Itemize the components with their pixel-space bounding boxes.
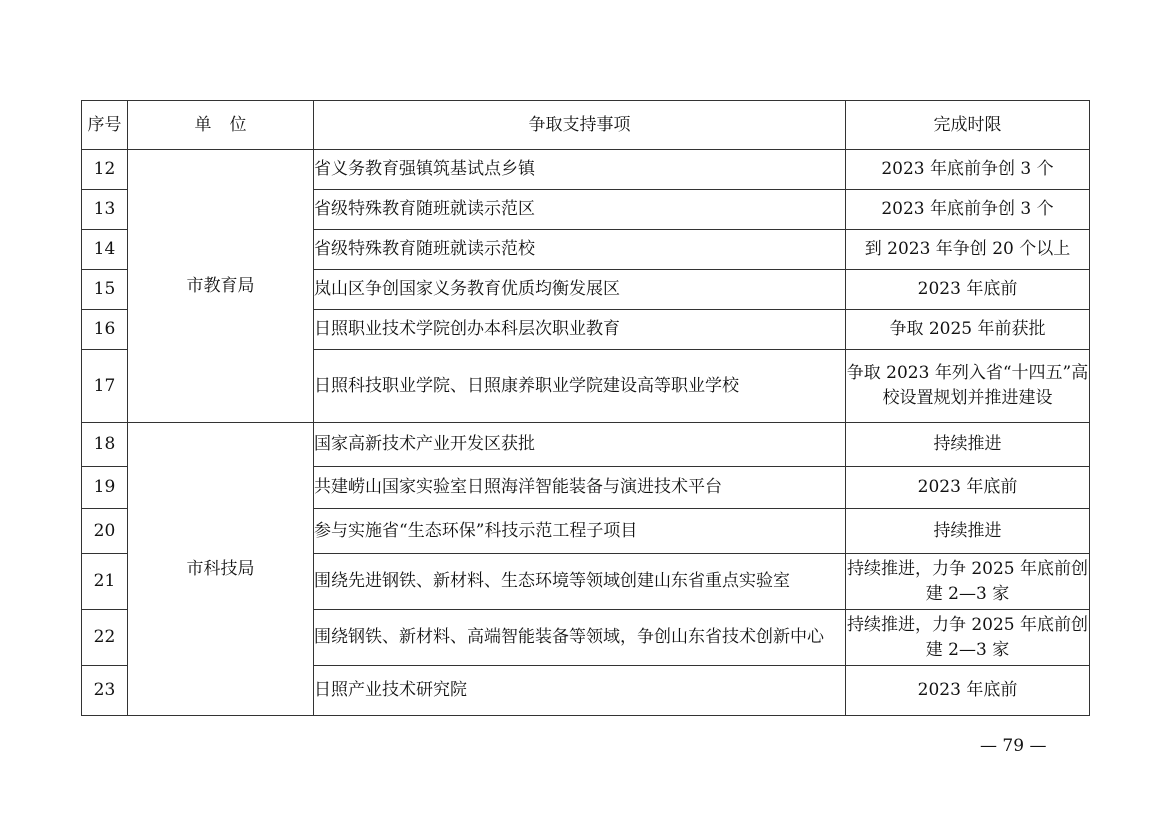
row-item: 省级特殊教育随班就读示范区 bbox=[314, 190, 846, 230]
row-deadline: 争取 2023 年列入省“十四五”高校设置规划并推进建设 bbox=[846, 350, 1090, 423]
header-row bbox=[82, 101, 1090, 150]
row-deadline: 2023 年底前 bbox=[846, 467, 1090, 509]
row-index: 13 bbox=[82, 190, 128, 230]
row-item: 共建崂山国家实验室日照海洋智能装备与演进技术平台 bbox=[314, 467, 846, 509]
row-deadline: 2023 年底前 bbox=[846, 270, 1090, 310]
row-deadline: 2023 年底前 bbox=[846, 666, 1090, 716]
row-index: 16 bbox=[82, 310, 128, 350]
header-unit: 单位 bbox=[128, 101, 314, 150]
header-item: 争取支持事项 bbox=[314, 101, 846, 150]
row-deadline: 持续推进，力争 2025 年底前创建 2—3 家 bbox=[846, 554, 1090, 610]
table-row bbox=[82, 150, 1090, 190]
row-index: 17 bbox=[82, 350, 128, 423]
unit-cell-science: 市科技局 bbox=[128, 423, 314, 716]
row-item: 岚山区争创国家义务教育优质均衡发展区 bbox=[314, 270, 846, 310]
row-index: 18 bbox=[82, 423, 128, 467]
row-index: 15 bbox=[82, 270, 128, 310]
row-item: 日照产业技术研究院 bbox=[314, 666, 846, 716]
row-deadline: 到 2023 年争创 20 个以上 bbox=[846, 230, 1090, 270]
row-item: 参与实施省“生态环保”科技示范工程子项目 bbox=[314, 509, 846, 554]
row-item: 围绕钢铁、新材料、高端智能装备等领域，争创山东省技术创新中心 bbox=[314, 610, 846, 666]
row-deadline: 2023 年底前争创 3 个 bbox=[846, 190, 1090, 230]
row-index: 22 bbox=[82, 610, 128, 666]
header-index: 序号 bbox=[82, 101, 128, 150]
table-row bbox=[82, 423, 1090, 467]
page-number: — 79 — bbox=[980, 736, 1047, 756]
row-deadline: 2023 年底前争创 3 个 bbox=[846, 150, 1090, 190]
row-deadline: 持续推进，力争 2025 年底前创建 2—3 家 bbox=[846, 610, 1090, 666]
row-item: 日照科技职业学院、日照康养职业学院建设高等职业学校 bbox=[314, 350, 846, 423]
row-item: 省级特殊教育随班就读示范校 bbox=[314, 230, 846, 270]
row-item: 省义务教育强镇筑基试点乡镇 bbox=[314, 150, 846, 190]
row-index: 20 bbox=[82, 509, 128, 554]
row-index: 12 bbox=[82, 150, 128, 190]
row-item: 日照职业技术学院创办本科层次职业教育 bbox=[314, 310, 846, 350]
row-index: 19 bbox=[82, 467, 128, 509]
unit-cell-education: 市教育局 bbox=[128, 150, 314, 423]
header-deadline: 完成时限 bbox=[846, 101, 1090, 150]
row-deadline: 持续推进 bbox=[846, 423, 1090, 467]
row-index: 21 bbox=[82, 554, 128, 610]
row-item: 围绕先进钢铁、新材料、生态环境等领域创建山东省重点实验室 bbox=[314, 554, 846, 610]
row-index: 14 bbox=[82, 230, 128, 270]
row-deadline: 争取 2025 年前获批 bbox=[846, 310, 1090, 350]
support-items-table bbox=[81, 100, 1090, 716]
row-item: 国家高新技术产业开发区获批 bbox=[314, 423, 846, 467]
row-index: 23 bbox=[82, 666, 128, 716]
row-deadline: 持续推进 bbox=[846, 509, 1090, 554]
